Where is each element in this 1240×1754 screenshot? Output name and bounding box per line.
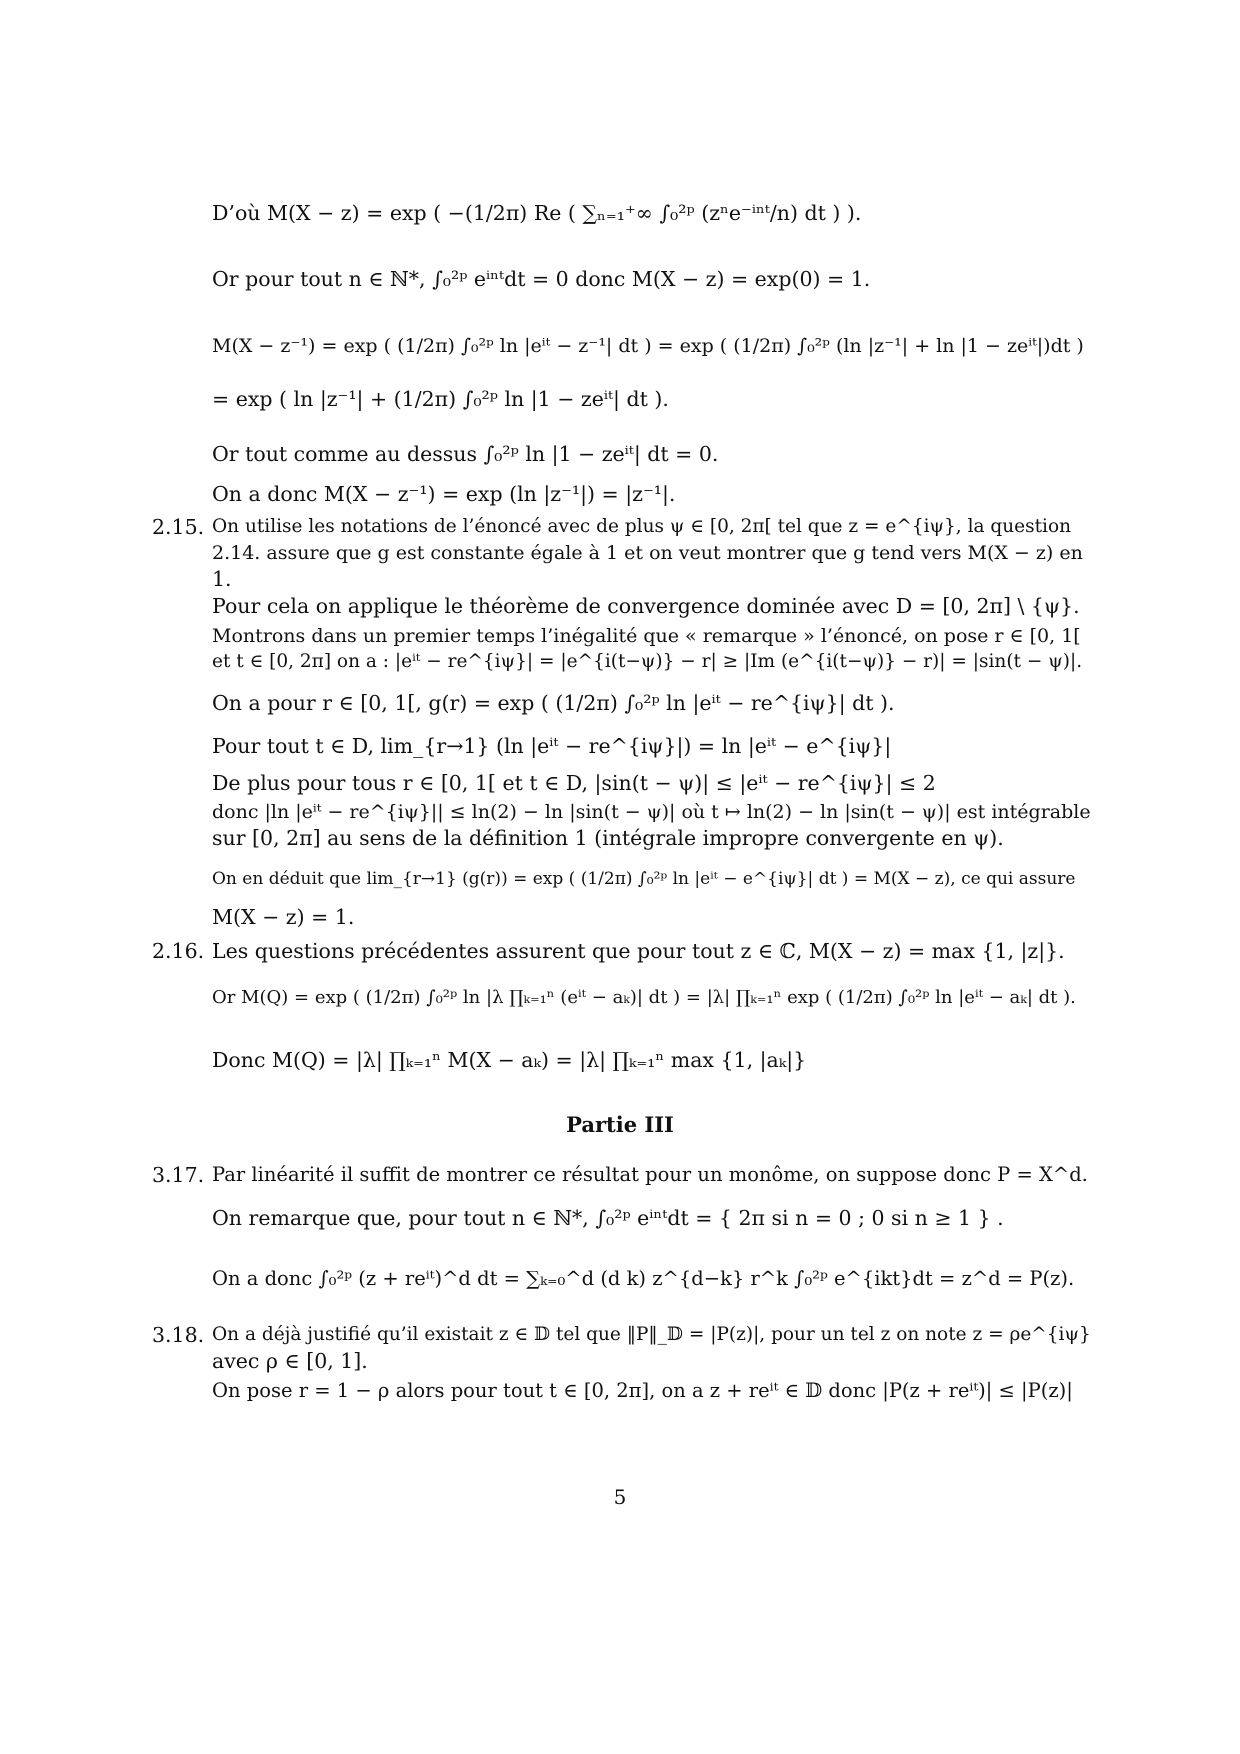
question-number: 3.17. xyxy=(152,1163,205,1187)
text-line: On utilise les notations de l’énoncé avec de plus ψ ∈ [0, 2π[ tel que z = e^{iψ}, la question xyxy=(212,516,1072,537)
text-line: On pose r = 1 − ρ alors pour tout t ∈ [0, 2π], on a z + reⁱᵗ ∈ 𝔻 donc |P(z + reⁱᵗ)| ≤ |P(z)| xyxy=(212,1379,1073,1402)
text-line: = exp ( ln |z⁻¹| + (1/2π) ∫₀²ᵖ ln |1 − zeⁱᵗ| dt ). xyxy=(212,387,669,411)
text-line: On remarque que, pour tout n ∈ ℕ*, ∫₀²ᵖ eⁱⁿᵗdt = { 2π si n = 0 ; 0 si n ≥ 1 } . xyxy=(212,1206,1004,1230)
text-line: On a déjà justifié qu’il existait z ∈ 𝔻 tel que ‖P‖_𝔻 = |P(z)|, pour un tel z on note z = ρe^{iψ} xyxy=(212,1324,1091,1345)
text-line: donc |ln |eⁱᵗ − re^{iψ}|| ≤ ln(2) − ln |sin(t − ψ)| où t ↦ ln(2) − ln |sin(t − ψ)| est intégrable xyxy=(212,801,1091,823)
text-line: D’où M(X − z) = exp ( −(1/2π) Re ( ∑ₙ₌₁⁺∞ ∫₀²ᵖ (zⁿe⁻ⁱⁿᵗ/n) dt ) ). xyxy=(212,201,862,225)
text-line: 1. xyxy=(212,567,232,591)
text-line: On a donc M(X − z⁻¹) = exp (ln |z⁻¹|) = |z⁻¹|. xyxy=(212,482,676,506)
text-line: et t ∈ [0, 2π] on a : |eⁱᵗ − re^{iψ}| = |e^{i(t−ψ)} − r| ≥ |Im (e^{i(t−ψ)} − r)| = |sin(t − ψ)|. xyxy=(212,651,1083,672)
text-line: Par linéarité il suffit de montrer ce résultat pour un monôme, on suppose donc P = X^d. xyxy=(212,1163,1088,1186)
text-line: 2.14. assure que g est constante égale à 1 et on veut montrer que g tend vers M(X − z) en xyxy=(212,542,1083,564)
text-line: Montrons dans un premier temps l’inégalité que « remarque » l’énoncé, on pose r ∈ [0, 1[ xyxy=(212,625,1081,647)
text-line: Or pour tout n ∈ ℕ*, ∫₀²ᵖ eⁱⁿᵗdt = 0 donc M(X − z) = exp(0) = 1. xyxy=(212,267,871,291)
section-title: Partie III xyxy=(566,1112,674,1137)
text-line: sur [0, 2π] au sens de la définition 1 (intégrale impropre convergente en ψ). xyxy=(212,826,1004,850)
question-number: 2.16. xyxy=(152,939,205,963)
text-line: Pour tout t ∈ D, lim_{r→1} (ln |eⁱᵗ − re^{iψ}|) = ln |eⁱᵗ − e^{iψ}| xyxy=(212,734,892,758)
text-line: Or M(Q) = exp ( (1/2π) ∫₀²ᵖ ln |λ ∏ₖ₌₁ⁿ (eⁱᵗ − aₖ)| dt ) = |λ| ∏ₖ₌₁ⁿ exp ( (1/2π) ∫₀²ᵖ ln |eⁱᵗ − aₖ| dt ). xyxy=(212,987,1076,1008)
text-line: De plus pour tous r ∈ [0, 1[ et t ∈ D, |sin(t − ψ)| ≤ |eⁱᵗ − re^{iψ}| ≤ 2 xyxy=(212,771,936,795)
page-number: 5 xyxy=(613,1485,627,1509)
text-line: M(X − z⁻¹) = exp ( (1/2π) ∫₀²ᵖ ln |eⁱᵗ − z⁻¹| dt ) = exp ( (1/2π) ∫₀²ᵖ (ln |z⁻¹| + ln |1 − zeⁱᵗ|)dt ) xyxy=(212,335,1084,357)
question-number: 3.18. xyxy=(152,1323,205,1347)
text-line: Donc M(Q) = |λ| ∏ₖ₌₁ⁿ M(X − aₖ) = |λ| ∏ₖ₌₁ⁿ max {1, |aₖ|} xyxy=(212,1048,807,1072)
text-line: On a pour r ∈ [0, 1[, g(r) = exp ( (1/2π) ∫₀²ᵖ ln |eⁱᵗ − re^{iψ}| dt ). xyxy=(212,691,895,715)
text-line: Or tout comme au dessus ∫₀²ᵖ ln |1 − zeⁱᵗ| dt = 0. xyxy=(212,442,719,466)
text-line: avec ρ ∈ [0, 1]. xyxy=(212,1349,368,1373)
text-line: On a donc ∫₀²ᵖ (z + reⁱᵗ)^d dt = ∑ₖ₌₀^d (d k) z^{d−k} r^k ∫₀²ᵖ e^{ikt}dt = z^d = P(z). xyxy=(212,1267,1075,1290)
question-number: 2.15. xyxy=(152,515,205,539)
text-line: Pour cela on applique le théorème de convergence dominée avec D = [0, 2π] \ {ψ}. xyxy=(212,594,1080,618)
text-line: M(X − z) = 1. xyxy=(212,905,355,929)
text-line: Les questions précédentes assurent que pour tout z ∈ ℂ, M(X − z) = max {1, |z|}. xyxy=(212,939,1065,963)
text-line: On en déduit que lim_{r→1} (g(r)) = exp ( (1/2π) ∫₀²ᵖ ln |eⁱᵗ − e^{iψ}| dt ) = M(X − z), ce qui assure xyxy=(212,869,1076,889)
